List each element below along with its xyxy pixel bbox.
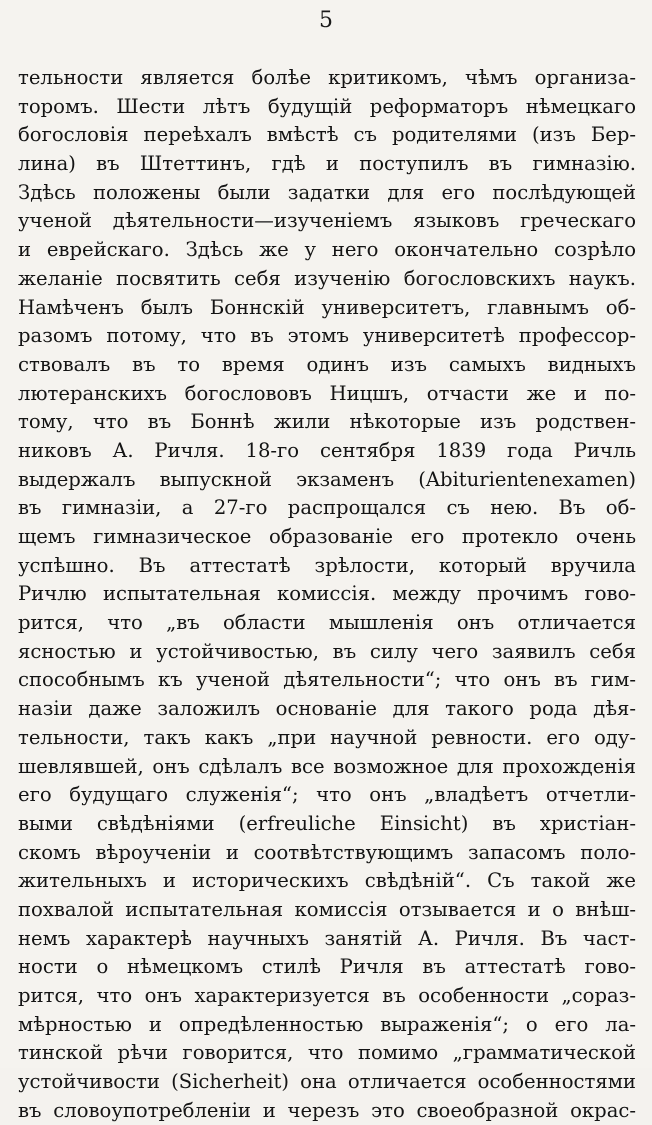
page-number: 5 — [319, 8, 333, 33]
text-line: рится, что „въ области мышленія онъ отличается — [18, 611, 636, 635]
text-line: выдержалъ выпускной экзаменъ (Abiturientenexamen) — [18, 467, 636, 491]
body-text — [18, 64, 636, 1125]
text-line: лютеранскихъ богослововъ Ницшъ, отчасти же и по- — [18, 381, 636, 405]
text-line: выми свѣдѣніями (erfreuliche Einsicht) въ христіан- — [18, 811, 636, 835]
text-line: щемъ гимназическое образованіе его протекло очень — [18, 525, 636, 548]
text-line: ясностью и устойчивостью, въ силу чего заявилъ себя — [18, 639, 636, 663]
text-line: лина) въ Штеттинъ, гдѣ и поступилъ въ гимназію. — [18, 152, 636, 176]
text-line: его будущаго служенія“; что онъ „владѣетъ отчетли- — [18, 783, 636, 807]
text-line: мѣрностью и опредѣленностью выраженія“; о его ла- — [18, 1012, 636, 1036]
text-line: назіи даже заложилъ основаніе для такого рода дѣя- — [18, 697, 636, 721]
text-line: немъ характерѣ научныхъ занятій А. Ричля. Въ част- — [18, 926, 636, 950]
text-line: тому, что въ Боннѣ жили нѣкоторые изъ родствен- — [18, 410, 636, 434]
text-line: никовъ А. Ричля. 18-го сентября 1839 года Ричль — [18, 438, 636, 462]
text-line: Здѣсь положены были задатки для его послѣдующей — [18, 180, 636, 204]
text-line: ствовалъ въ то время одинъ изъ самыхъ видныхъ — [18, 352, 636, 376]
text-line: желаніе посвятить себя изученію богословскихъ наукъ. — [18, 266, 636, 290]
text-line: богословія переѣхалъ вмѣстѣ съ родителями (изъ Бер- — [18, 123, 636, 147]
text-line: Намѣченъ былъ Боннскій университетъ, главнымъ об- — [18, 295, 636, 319]
text-line: жительныхъ и историческихъ свѣдѣній“. Съ такой же — [18, 869, 636, 893]
text-line: рится, что онъ характеризуется въ особенности „сораз- — [18, 984, 636, 1007]
text-line: ученой дѣятельности—изученіемъ языковъ греческаго — [18, 209, 636, 233]
text-line: ности о нѣмецкомъ стилѣ Ричля въ аттестатѣ гово- — [18, 955, 636, 979]
text-line: способнымъ къ ученой дѣятельности“; что онъ въ гим- — [18, 668, 636, 692]
text-line: успѣшно. Въ аттестатѣ зрѣлости, который вручила — [18, 553, 636, 577]
text-line: тинской рѣчи говорится, что помимо „грамматической — [18, 1041, 636, 1065]
text-line: устойчивости (Sicherheit) она отличается особенностями — [18, 1070, 636, 1094]
text-line: въ гимназіи, а 27-го распрощался съ нею. Въ об- — [18, 496, 636, 520]
text-line: разомъ потому, что въ этомъ университетѣ профессор- — [18, 324, 636, 348]
text-line: въ словоупотребленіи и черезъ это своеобразной окрас- — [18, 1098, 636, 1122]
text-line: скомъ вѣроученіи и соотвѣтствующимъ запасомъ поло- — [18, 840, 636, 864]
text-line: тельности является болѣе критикомъ, чѣмъ организа- — [18, 66, 636, 89]
text-line: торомъ. Шести лѣтъ будущій реформаторъ нѣмецкаго — [18, 94, 636, 118]
text-line: тельности, такъ какъ „при научной ревности. его оду- — [18, 725, 636, 749]
text-line: и еврейскаго. Здѣсь же у него окончательно созрѣло — [18, 238, 636, 262]
text-line: похвалой испытательная комиссія отзывается и о внѣш- — [18, 897, 636, 921]
text-line: шевлявшей, онъ сдѣлалъ все возможное для прохожденія — [18, 754, 636, 778]
text-line: Ричлю испытательная комиссія. между прочимъ гово- — [18, 582, 636, 606]
